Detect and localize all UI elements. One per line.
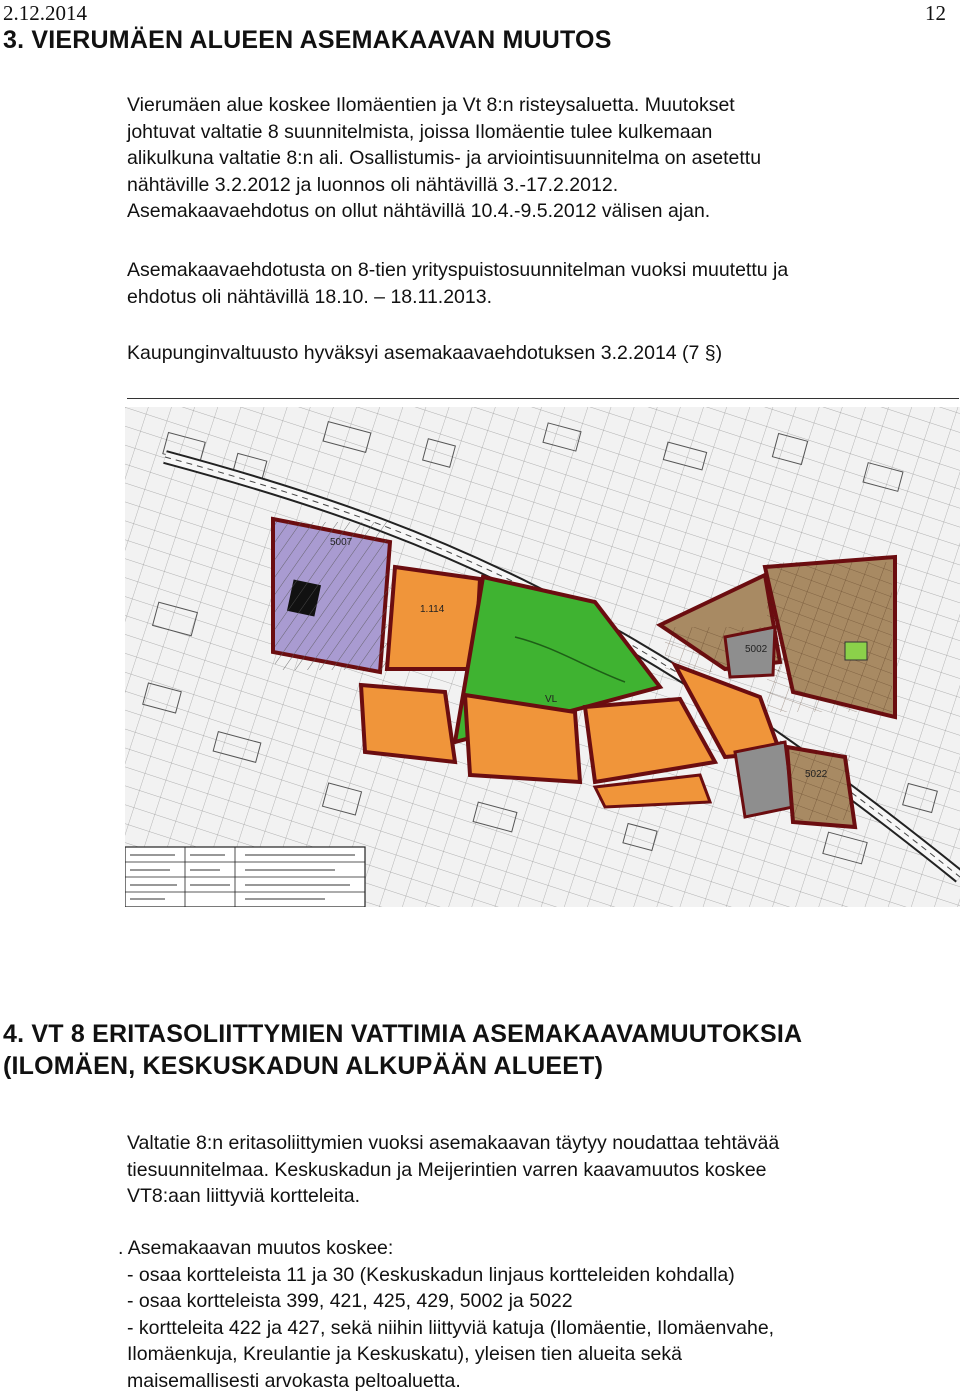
map-label-green-area: VL	[545, 694, 558, 705]
text-line: . Asemakaavan muutos koskee:	[118, 1237, 394, 1259]
section-3-paragraph-3	[127, 340, 927, 367]
text-line: Kaupunginvaltuusto hyväksyi asemakaavaehdotuksen 3.2.2014 (7 §)	[127, 342, 723, 364]
zone-brown-southeast	[787, 747, 855, 827]
text-line: tiesuunnitelmaa. Keskuskadun ja Meijerintien varren kaavamuutos koskee	[127, 1158, 767, 1181]
zone-orange-north	[387, 567, 480, 669]
heading-line: (ILOMÄEN, KESKUSKADUN ALKUPÄÄN ALUEET)	[3, 1052, 604, 1080]
map-label-block-c: 5002	[745, 644, 768, 655]
text-line: Ilomäenkuja, Kreulantie ja Keskuskatu), yleisen tien alueita sekä	[127, 1343, 682, 1365]
horizontal-rule	[127, 398, 959, 399]
text-line: Vierumäen alue koskee Ilomäentien ja Vt 8:n risteysaluetta. Muutokset	[127, 94, 735, 116]
text-line: Asemakaavaehdotus on ollut nähtävillä 10.4.-9.5.2012 välisen ajan.	[127, 200, 711, 222]
text-line: johtuvat valtatie 8 suunnitelmista, joissa Ilomäentie tulee kulkemaan	[127, 120, 713, 143]
section-3-paragraph-1	[127, 92, 927, 225]
text-line: Valtatie 8:n eritasoliittymien vuoksi asemakaavan täytyy noudattaa tehtävää	[127, 1132, 780, 1154]
text-line: - kortteleita 422 ja 427, sekä niihin liittyviä katuja (Ilomäentie, Ilomäenvahe,	[127, 1316, 775, 1339]
map-title-block	[125, 847, 365, 907]
zoning-map-image	[125, 407, 960, 907]
map-label-block-a: 5007	[330, 537, 353, 548]
text-line: alikulkuna valtatie 8:n ali. Osallistumis- ja arviointisuunnitelma on asetettu	[127, 147, 762, 169]
page-number: 12	[925, 1, 946, 25]
text-line: Asemakaavaehdotusta on 8-tien yrityspuistosuunnitelman vuoksi muutettu ja	[127, 259, 789, 281]
text-line: VT8:aan liittyviä kortteleita.	[127, 1185, 361, 1207]
text-line: ehdotus oli nähtävillä 18.10. – 18.11.2013.	[127, 285, 493, 308]
text-line: maisemallisesti arvokasta peltoaluetta.	[127, 1369, 461, 1392]
map-label-block-b: 1.114	[420, 604, 445, 615]
header-date: 2.12.2014	[3, 1, 87, 25]
text-line: - osaa kortteleista 11 ja 30 (Keskuskadun linjaus kortteleiden kohdalla)	[127, 1263, 735, 1286]
heading-line: 4. VT 8 ERITASOLIITTYMIEN VATTIMIA ASEMAKAAVAMUUTOKSIA	[3, 1020, 803, 1048]
map-label-block-d: 5022	[805, 769, 828, 780]
text-line: nähtäville 3.2.2012 ja luonnos oli nähtävillä 3.-17.2.2012.	[127, 173, 619, 196]
text-line: - osaa kortteleista 399, 421, 425, 429, 5002 ja 5022	[127, 1290, 573, 1312]
section-4-paragraph-1	[127, 1130, 927, 1210]
section-3-heading: 3. VIERUMÄEN ALUEEN ASEMAKAAVAN MUUTOS	[3, 26, 612, 54]
section-4-heading	[3, 1018, 802, 1082]
section-4-paragraph-2	[118, 1235, 927, 1394]
section-3-paragraph-2	[127, 257, 927, 310]
